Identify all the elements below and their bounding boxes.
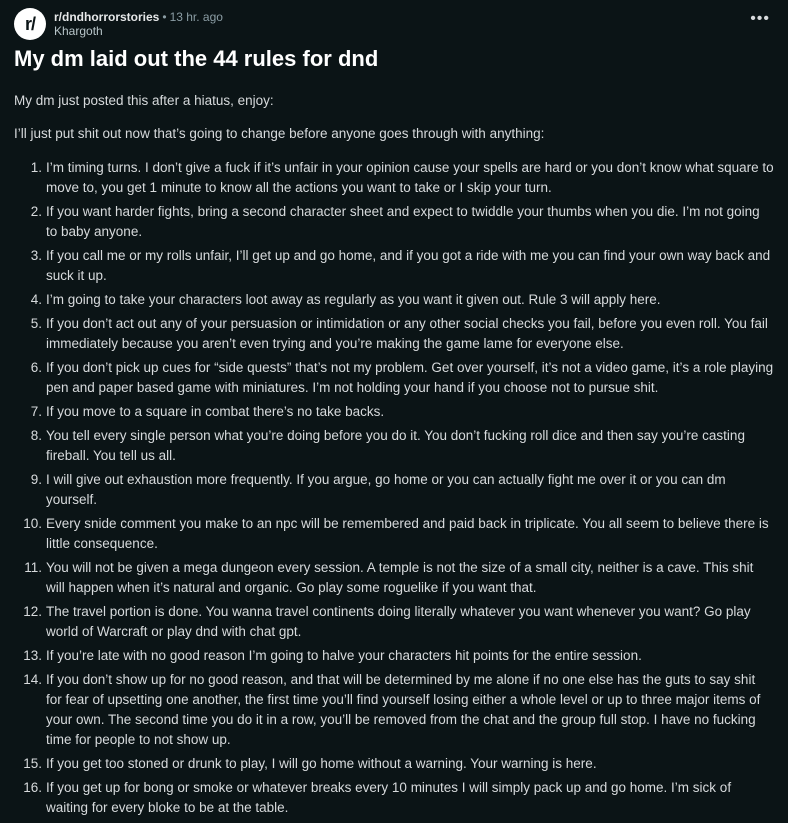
subreddit-avatar[interactable]: r/ [14, 8, 46, 40]
list-item [30, 290, 774, 310]
list-item-number: 11. [24, 560, 42, 575]
post-time: 13 hr. ago [169, 10, 223, 24]
list-item-text: If you don’t pick up cues for “side quests” that’s not my problem. Get over yourself, it’s not a video game, it’s a role playing pen and paper based game with miniatures. I’m not holding your hand if you choose not to pursue shit. [46, 360, 774, 395]
list-item [24, 558, 774, 598]
list-item-text: If you get too stoned or drunk to play, I will go home without a warning. Your warning is here. [46, 756, 597, 771]
list-item-text: If you get up for bong or smoke or whatever breaks every 10 minutes I will simply pack up and go home. I’m sick of waiting for every bloke to be at the table. [46, 780, 732, 815]
list-item-text: If you don’t act out any of your persuasion or intimidation or any other social checks you fail, before you even roll. You fail immediately because you aren’t even trying and you’re making the game lame for everyone else. [46, 316, 768, 351]
list-item-text: The travel portion is done. You wanna travel continents doing literally whatever you want whenever you want? Go play world of Warcraft or play dnd with chat gpt. [46, 604, 751, 639]
list-item-text: You tell every single person what you’re doing before you do it. You don’t fucking roll dice and then say you’re casting fireball. You tell us all. [46, 428, 745, 463]
list-item-text: I’m going to take your characters loot away as regularly as you want it given out. Rule 3 will apply here. [46, 292, 661, 307]
subreddit-row [54, 10, 223, 24]
more-options-icon[interactable]: ••• [750, 10, 770, 27]
post-meta [54, 10, 223, 38]
list-item [30, 358, 774, 398]
list-item [30, 470, 774, 510]
list-item-number: 15. [23, 756, 42, 771]
list-item-number: 12. [23, 604, 42, 619]
list-item-number: 3. [30, 248, 42, 263]
subreddit-link[interactable]: r/dndhorrorstories [54, 10, 160, 24]
list-item-number: 16. [23, 780, 42, 795]
list-item-number: 9. [30, 472, 42, 487]
list-item [30, 402, 774, 422]
list-item [23, 514, 774, 554]
list-item-number: 7. [30, 404, 42, 419]
meta-separator: • [162, 10, 167, 24]
list-item-text: You will not be given a mega dungeon every session. A temple is not the size of a small city, neither is a cave. This shit will happen when it’s natural and organic. Go play some roguelike if you want that. [46, 560, 754, 595]
author-link[interactable]: Khargoth [54, 24, 103, 38]
list-item-number: 1. [30, 160, 42, 175]
list-item [23, 754, 774, 774]
list-item-text: I will give out exhaustion more frequently. If you argue, go home or you can actually fight me over it or you can dm yourself. [46, 472, 726, 507]
list-item-number: 8. [30, 428, 42, 443]
list-item-number: 4. [30, 292, 42, 307]
list-item [23, 670, 774, 750]
list-item-number: 2. [30, 204, 42, 219]
list-item-number: 6. [30, 360, 42, 375]
list-item-text: If you’re late with no good reason I’m going to halve your characters hit points for the entire session. [46, 648, 642, 663]
list-item-number: 5. [30, 316, 42, 331]
rules-list [14, 158, 774, 818]
list-item [30, 314, 774, 354]
list-item-text: If you call me or my rolls unfair, I’ll get up and go home, and if you got a ride with me you can find your own way back and suck it up. [46, 248, 771, 283]
post-title: My dm laid out the 44 rules for dnd [14, 46, 379, 71]
post-intro: My dm just posted this after a hiatus, enjoy: [14, 93, 274, 108]
list-item-text: If you move to a square in combat there’s no take backs. [46, 404, 385, 419]
post-body [14, 91, 774, 818]
list-item [30, 202, 774, 242]
post-lead: I’ll just put shit out now that’s going to change before anyone goes through with anything: [14, 126, 545, 141]
list-item-text: Every snide comment you make to an npc will be remembered and paid back in triplicate. You all seem to believe there is little consequence. [46, 516, 769, 551]
list-item-number: 14. [23, 672, 42, 687]
list-item-text: If you don’t show up for no good reason, and that will be determined by me alone if no one else has the guts to say shit for fear of upsetting one another, the first time you’ll find yourself losing either a whole level or up to three major items of your own. The second time you do it in a row, you’ll be removed from the chat and the group full stop. I have no fucking time for people to not show up. [46, 672, 761, 747]
list-item-number: 13. [23, 648, 42, 663]
list-item [30, 246, 774, 286]
post-header [14, 0, 774, 40]
list-item-text: If you want harder fights, bring a second character sheet and expect to twiddle your thumbs when you die. I’m not going to baby anyone. [46, 204, 760, 239]
list-item [30, 158, 774, 198]
list-item [23, 646, 774, 666]
list-item-number: 10. [23, 516, 42, 531]
list-item-text: I’m timing turns. I don’t give a fuck if it’s unfair in your opinion cause your spells are hard or you don’t know what square to move to, you get 1 minute to know all the actions you want to take or I skip your turn. [46, 160, 774, 195]
list-item [23, 602, 774, 642]
list-item [30, 426, 774, 466]
list-item [23, 778, 774, 818]
